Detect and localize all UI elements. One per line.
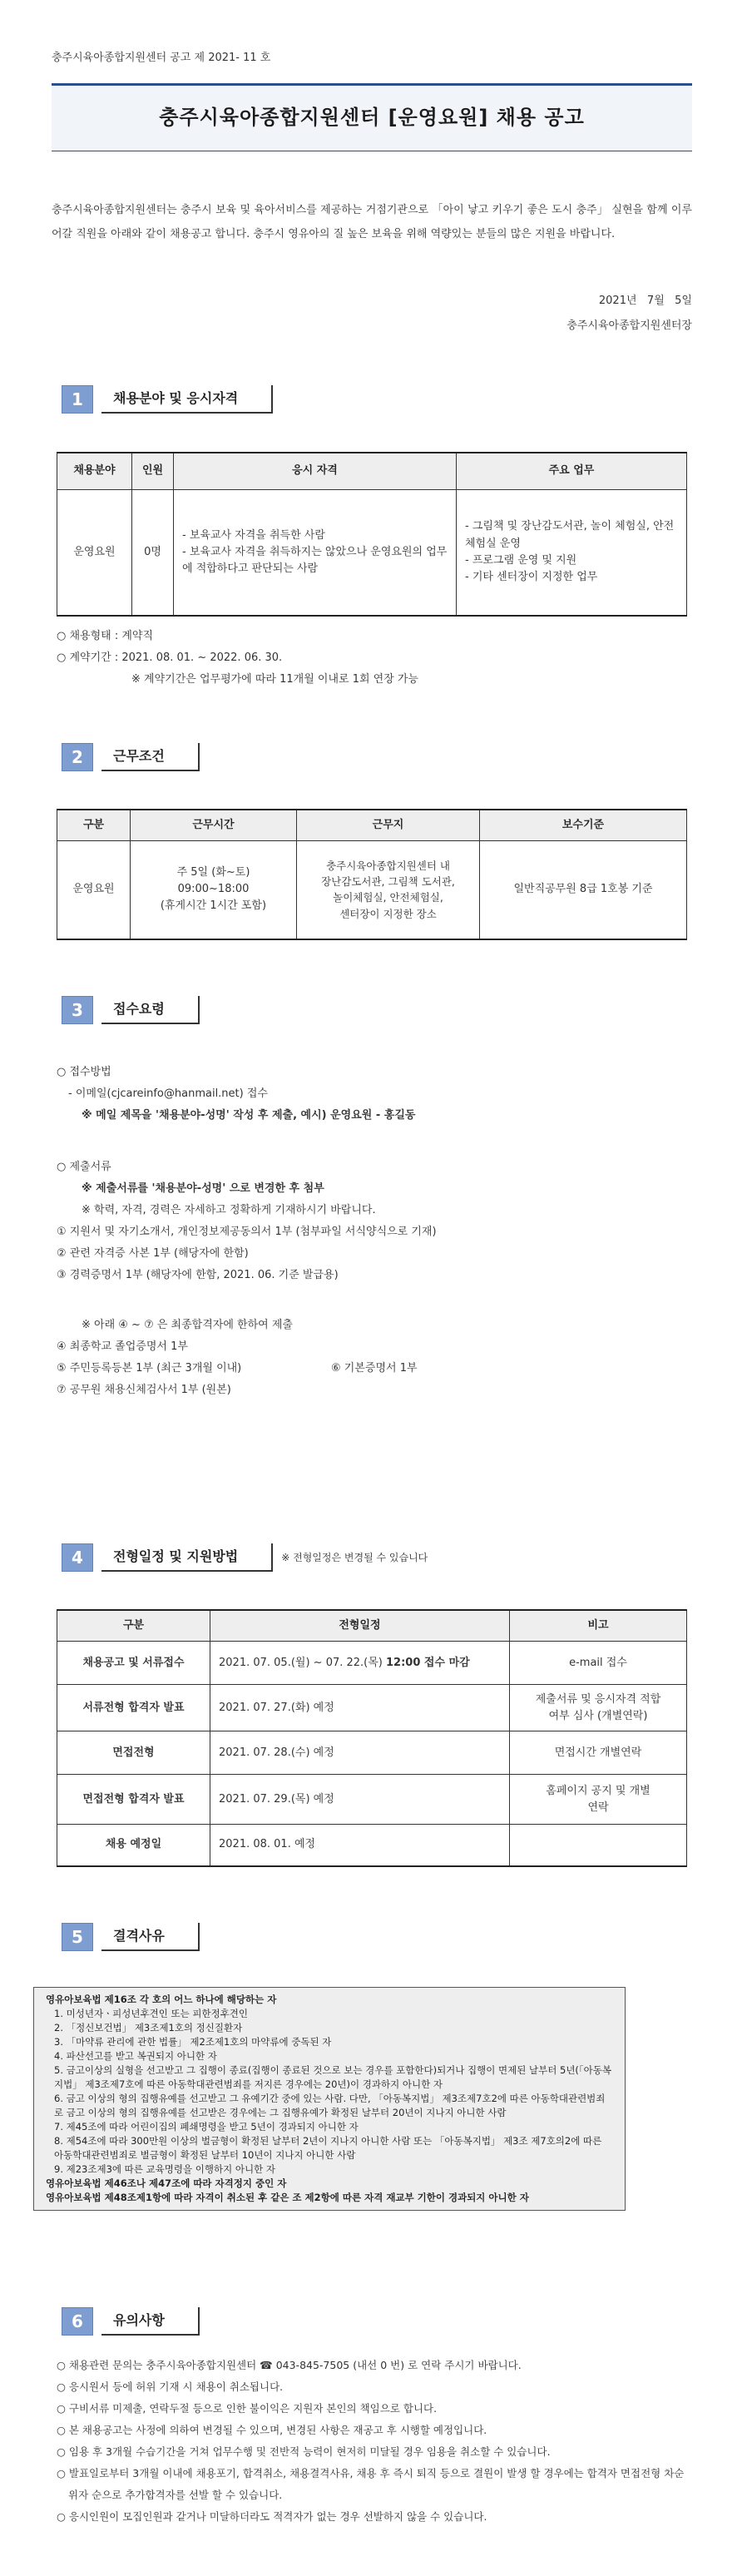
docs-note: ※ 학력, 자격, 경력은 자세하고 정확하게 기재하시기 바랍니다. [82,1204,376,1216]
note-item: ○ 본 채용공고는 사정에 의하여 변경될 수 있으며, 변경된 사항은 재공고 후 시행할 예정입니다. [57,2424,487,2436]
table-header: 구분 [57,1610,210,1642]
disq-item: 5. 금고이상의 실형을 선고받고 그 집행이 종료(집행이 종료된 것으로 보는 경우를 포함한다)되거나 집행이 면제된 날부터 5년(「아동복지법」 제3조제7호에 따른 아동학대관련범죄를 저지른 경우에는 20년)이 경과하지 아니한 자 [54,2064,611,2090]
apply-email: - 이메일(cjcareinfo@hanmail.net) 접수 [68,1087,268,1100]
table-cell: 서류전형 합격자 발표 [57,1685,210,1731]
table-cell: 제출서류 및 응시자격 적합여부 심사 (개별연락) [510,1685,687,1731]
table-header: 주요 업무 [457,453,687,489]
schedule-table [57,1609,687,1867]
duty-item: - 프로그램 운영 및 지원 [465,553,577,567]
notice-date: 2021년 7월 5일 [598,295,692,307]
notes-list [57,2355,687,2528]
table-header: 응시 자격 [174,453,457,489]
contract-note: ※ 계약기간은 업무평가에 따라 11개월 이내로 1회 연장 가능 [131,673,419,686]
disq-extra: 영유아보육법 제48조제1항에 따라 자격이 취소된 후 같은 조 제2항에 따른 자격 재교부 기한이 경과되지 아니한 자 [46,2192,529,2203]
table-cell: 운영요원 [57,841,131,939]
place-line: 충주시육아종합지원센터 내 [326,859,450,872]
section-number: 5 [62,1923,93,1951]
table-row [57,1642,687,1685]
table-cell: 면접시간 개별연락 [510,1731,687,1775]
apply-method [57,1062,687,1127]
section-title: 접수요령 [101,996,200,1024]
quals-cell [174,489,457,616]
contract-type: ○ 채용형태 : 계약직 [57,630,154,642]
doc-item: ① 지원서 및 자기소개서, 개인정보제공동의서 1부 (첨부파일 서식양식으로 기재) [57,1226,437,1238]
section-number: 1 [62,385,93,414]
note-item: ○ 채용관련 문의는 충주시육아종합지원센터 ☎ 043-845-7505 (내선 0 번) 로 연락 주시기 바랍니다. [57,2359,522,2371]
place-line: 장난감도서관, 그림책 도서관, [321,875,455,889]
disq-item: 1. 미성년자ㆍ피성년후견인 또는 피한정후견인 [54,2008,249,2019]
table-cell: 2021. 07. 28.(수) 예정 [210,1731,510,1775]
pass-note: ※ 아래 ④ ~ ⑦ 은 최종합격자에 한하여 제출 [82,1319,293,1331]
table-header: 구분 [57,810,131,841]
doc-item: ④ 최종학교 졸업증명서 1부 [57,1340,188,1353]
table-row [57,1775,687,1825]
title-box [52,83,692,151]
note-item: ○ 구비서류 미제출, 연락두절 등으로 인한 불이익은 지원자 본인의 책임으로 합니다. [57,2402,438,2415]
disq-item: 2. 「정신보건법」 제3조제1호의 정신질환자 [54,2022,243,2034]
note-item: ○ 응시원서 등에 허위 기재 시 채용이 취소됩니다. [57,2380,284,2393]
apply-method-title: ○ 접수방법 [57,1066,111,1078]
apply-email-note: ※ 메일 제목을 '채용분야-성명' 작성 후 제출, 예시) 운영요원 - 홍길동 [82,1109,416,1122]
disq-item: 4. 파산선고를 받고 복권되지 아니한 자 [54,2050,217,2062]
disq-item: 7. 제45조에 따라 어린이집의 폐쇄명령을 받고 5년이 경과되지 아니한 자 [54,2121,359,2133]
table-header: 근무지 [297,810,480,841]
doc-item: ② 관련 자격증 사본 1부 (해당자에 한함) [57,1247,249,1260]
section-title: 근무조건 [101,743,200,771]
doc-item: ③ 경력증명서 1부 (해당자에 한함, 2021. 06. 기준 발급용) [57,1269,339,1281]
place-cell [297,841,480,939]
section-4-header [62,1541,428,1574]
section-1-header [62,383,273,416]
doc-item-row [57,1358,687,1380]
table-cell [210,1642,510,1685]
section-6-header [62,2305,200,2338]
table-header: 비고 [510,1610,687,1642]
table-header: 전형일정 [210,1610,510,1642]
recruit-table [57,452,687,617]
qual-item: - 보육교사 자격을 취득한 사람 [182,528,325,542]
page-title: 충주시육아종합지원센터 [운영요원] 채용 공고 [159,106,585,130]
contract-info [57,626,687,691]
notice-org: 충주시육아종합지원센터장 [566,320,692,332]
hours-line: 09:00~18:00 [177,883,250,896]
notice-number: 충주시육아종합지원센터 공고 제 2021- 11 호 [52,52,271,64]
disq-item: 9. 제23조제3에 따른 교육명령을 이행하지 아니한 자 [54,2163,275,2175]
table-cell: 면접전형 [57,1731,210,1775]
disqualification-box [33,1987,626,2211]
section-number: 4 [62,1543,93,1572]
section-5-header [62,1920,200,1954]
docs-note: ※ 제출서류를 '채용분야-성명' 으로 변경한 후 첨부 [82,1182,324,1195]
section-title: 결격사유 [101,1923,200,1951]
disq-item: 3. 「마약류 관리에 관한 법률」 제2조제1호의 마약류에 중독된 자 [54,2036,332,2048]
hours-line: 주 5일 (화~토) [176,866,250,879]
place-line: 놀이체험실, 안전체험실, [333,891,443,904]
note-item: ○ 발표일로부터 3개월 이내에 채용포기, 합격취소, 채용결격사유, 채용 후 즉시 퇴직 등으로 결원이 발생 할 경우에는 합격자 면접전형 차순위자 순으로 추가합격자를 선발 할 수 있습니다. [57,2467,685,2501]
hours-line: (휴게시간 1시간 포함) [160,899,267,913]
table-cell: 면접전형 합격자 발표 [57,1775,210,1825]
section-number: 6 [62,2307,93,2336]
table-row [57,1825,687,1866]
table-header: 근무시간 [131,810,297,841]
table-cell: 2021. 07. 27.(화) 예정 [210,1685,510,1731]
section-3-header [62,993,200,1027]
table-row [57,1731,687,1775]
table-row [57,1685,687,1731]
section-number: 2 [62,743,93,771]
table-header: 보수기준 [480,810,687,841]
apply-docs [57,1157,687,1401]
duty-item: - 그림책 및 장난감도서관, 놀이 체험실, 안전 체험실 운영 [465,520,675,550]
section-2-header [62,741,200,774]
table-header: 채용분야 [57,453,132,489]
disq-item: 6. 금고 이상의 형의 집행유예를 선고받고 그 유예기간 중에 있는 사람. 다만, 「아동복지법」 제3조제7호2에 따른 아동학대관련범죄로 금고 이상의 형의 집행유예를 선고받은 경우에는 그 집행유예가 확정된 날부터 20년이 지나지 아니한 사람 [54,2093,606,2118]
section-title: 채용분야 및 응시자격 [101,385,273,414]
table-cell: 채용공고 및 서류접수 [57,1642,210,1685]
table-cell: 채용 예정일 [57,1825,210,1866]
duties-cell [457,489,687,616]
note-item: ○ 응시인원이 모집인원과 같거나 미달하더라도 적격자가 없는 경우 선발하지 않을 수 있습니다. [57,2510,487,2523]
duty-item: - 기타 센터장이 지정한 업무 [465,570,598,583]
doc-item: ⑦ 공무원 채용신체검사서 1부 (원본) [57,1384,231,1396]
disq-extra: 영유아보육법 제46조나 제47조에 따라 자격정지 중인 자 [46,2177,287,2189]
table-header: 인원 [132,453,174,489]
section-note: ※ 전형일정은 변경될 수 있습니다 [281,1551,428,1563]
table-cell: 홈페이지 공지 및 개별연락 [510,1775,687,1825]
table-cell [510,1825,687,1866]
contract-period: ○ 계약기간 : 2021. 08. 01. ~ 2022. 06. 30. [57,651,283,664]
schedule-bold: 12:00 접수 마감 [386,1656,470,1669]
pay-cell: 일반직공무원 8급 1호봉 기준 [480,841,687,939]
table-cell: e-mail 접수 [510,1642,687,1685]
qual-item: - 보육교사 자격을 취득하지는 않았으나 운영요원의 업무에 적합하다고 판단되는 사람 [182,545,448,575]
place-line: 센터장이 지정한 장소 [339,907,437,920]
table-cell: 0명 [132,489,174,616]
table-cell: 2021. 08. 01. 예정 [210,1825,510,1866]
section-title: 전형일정 및 지원방법 [101,1543,273,1572]
table-cell: 운영요원 [57,489,132,616]
note-item: ○ 임용 후 3개월 수습기간을 거쳐 업무수행 및 전반적 능력이 현저히 미달될 경우 임용을 취소할 수 있습니다. [57,2445,551,2458]
doc-item: ⑤ 주민등록등본 1부 (최근 3개월 이내) [57,1362,242,1375]
disq-head: 영유아보육법 제16조 각 호의 어느 하나에 해당하는 자 [46,1994,277,2005]
schedule-text: 2021. 07. 05.(월) ~ 07. 22.(목) [219,1656,383,1669]
work-table [57,809,687,940]
section-number: 3 [62,996,93,1024]
doc-item: ⑥ 기본증명서 1부 [331,1362,418,1375]
hours-cell [131,841,297,939]
intro-paragraph: 충주시육아종합지원센터는 충주시 보육 및 육아서비스를 제공하는 거점기관으로 「아이 낳고 키우기 좋은 도시 충주」 실현을 함께 이루어갈 직원을 아래와 같이 채용공고 합니다. 충주시 영유아의 질 높은 보육을 위해 역량있는 분들의 많은 지원을 바랍니다. [52,204,692,240]
disq-item: 8. 제54조에 따라 300만원 이상의 벌금형이 확정된 날부터 2년이 지나지 아니한 사람 또는 「아동복지법」 제3조 제7호의2에 따른 아동학대관련범죄로 벌금형이 확정된 날부터 10년이 지나지 아니한 사람 [54,2135,602,2161]
table-cell: 2021. 07. 29.(목) 예정 [210,1775,510,1825]
docs-title: ○ 제출서류 [57,1161,111,1173]
section-title: 유의사항 [101,2307,200,2336]
